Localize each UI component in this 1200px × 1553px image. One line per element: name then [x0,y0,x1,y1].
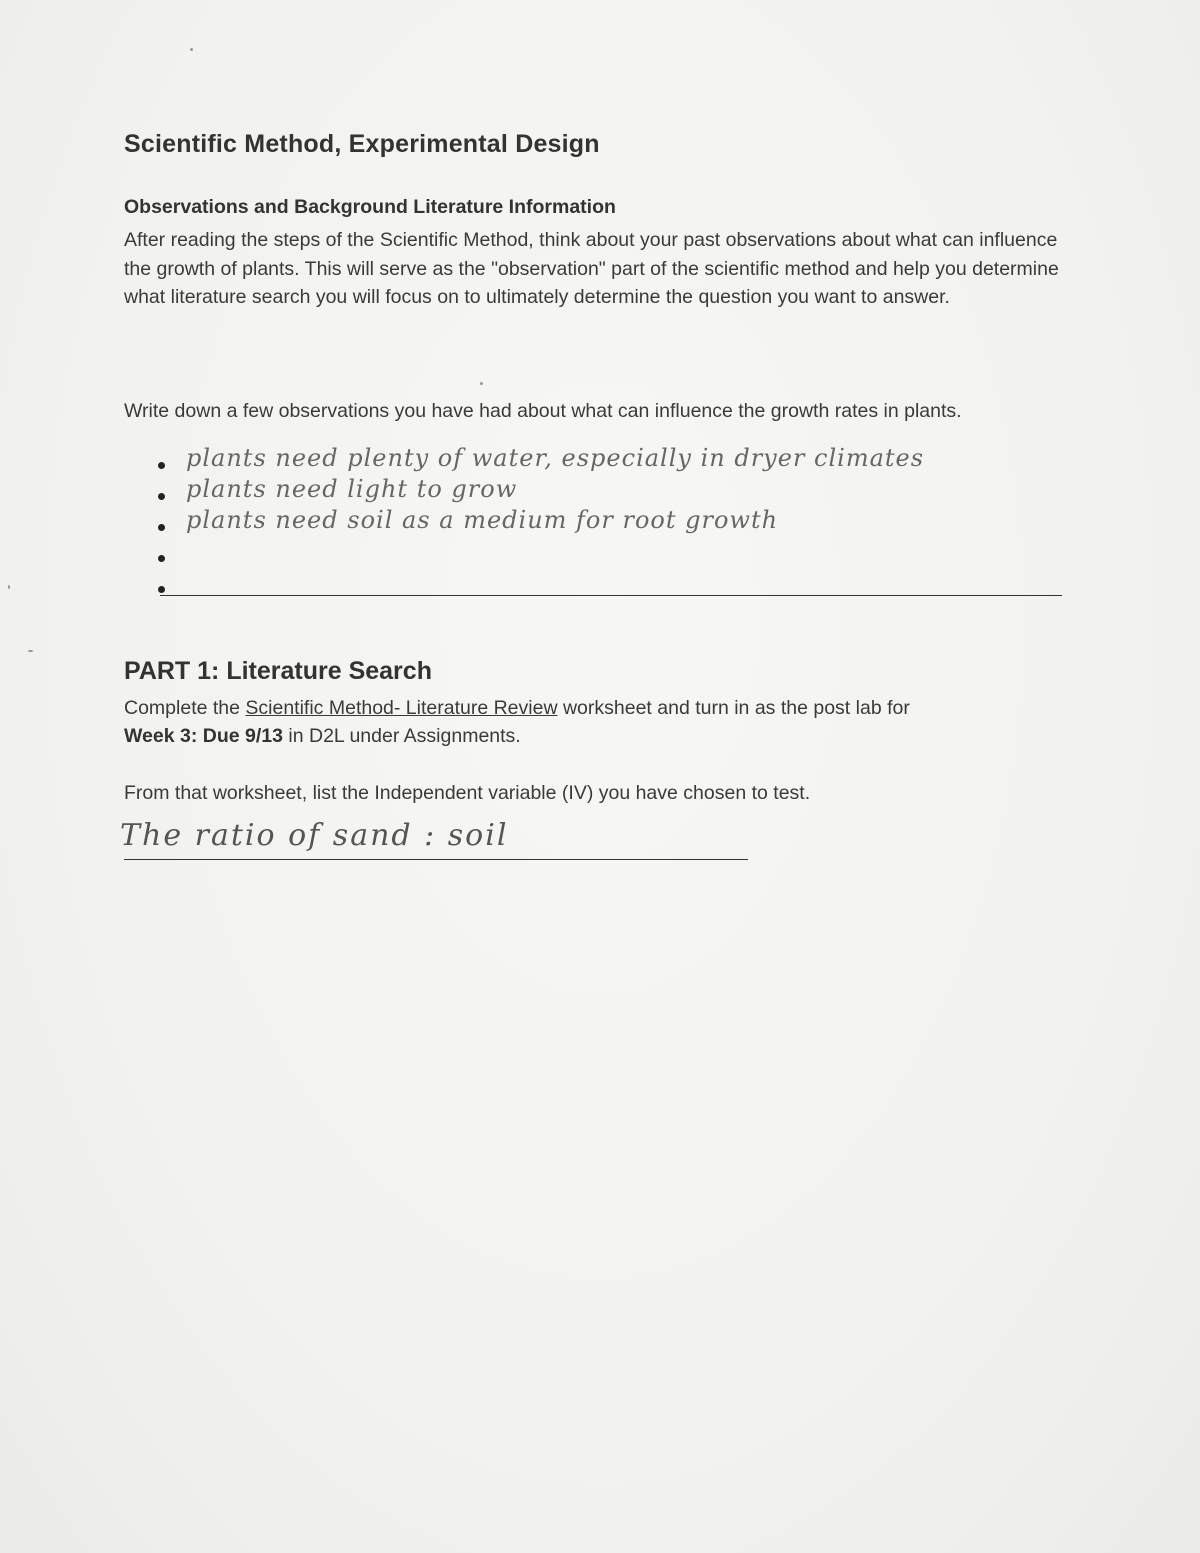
handwritten-iv-answer: The ratio of sand : soil [120,818,509,853]
instruction-text: in D2L under Assignments. [282,725,521,747]
iv-prompt: From that worksheet, list the Independent variable (IV) you have chosen to test. [124,782,811,804]
bullet-icon [158,462,165,469]
section-heading: Observations and Background Literature Information [124,196,616,218]
handwritten-observation: plants need soil as a medium for root growth [186,506,779,534]
bullet-icon [158,555,165,562]
handwritten-observation: plants need plenty of water, especially in dryer climates [186,444,925,472]
scan-speck [480,382,483,385]
literature-review-link[interactable]: Scientific Method- Literature Review [245,697,558,719]
part-title: PART 1: Literature Search [124,657,432,685]
due-date: Week 3: Due 9/13 [124,725,283,747]
instruction-text: worksheet and turn in as the post lab for [557,697,910,719]
scan-speck [190,48,193,51]
instruction-text: Complete the [124,697,246,719]
scan-speck [28,650,33,652]
bullet-icon [158,524,165,531]
observation-prompt: Write down a few observations you have had about what can influence the growth rates in plants. [124,400,962,422]
part-instructions [124,694,1064,750]
handwritten-observation: plants need light to grow [186,475,518,503]
answer-line [160,595,1062,596]
bullet-icon [158,586,165,593]
answer-line [124,859,748,860]
scan-speck [8,585,10,589]
bullet-icon [158,493,165,500]
instructions-paragraph: After reading the steps of the Scientific Method, think about your past observations about what can influence the growth of plants. This will serve as the "observation" part of the scientific method and help you determine what literature search you will focus on to ultimately determine the question you want to answer. [124,229,1059,308]
page-title: Scientific Method, Experimental Design [124,130,600,158]
